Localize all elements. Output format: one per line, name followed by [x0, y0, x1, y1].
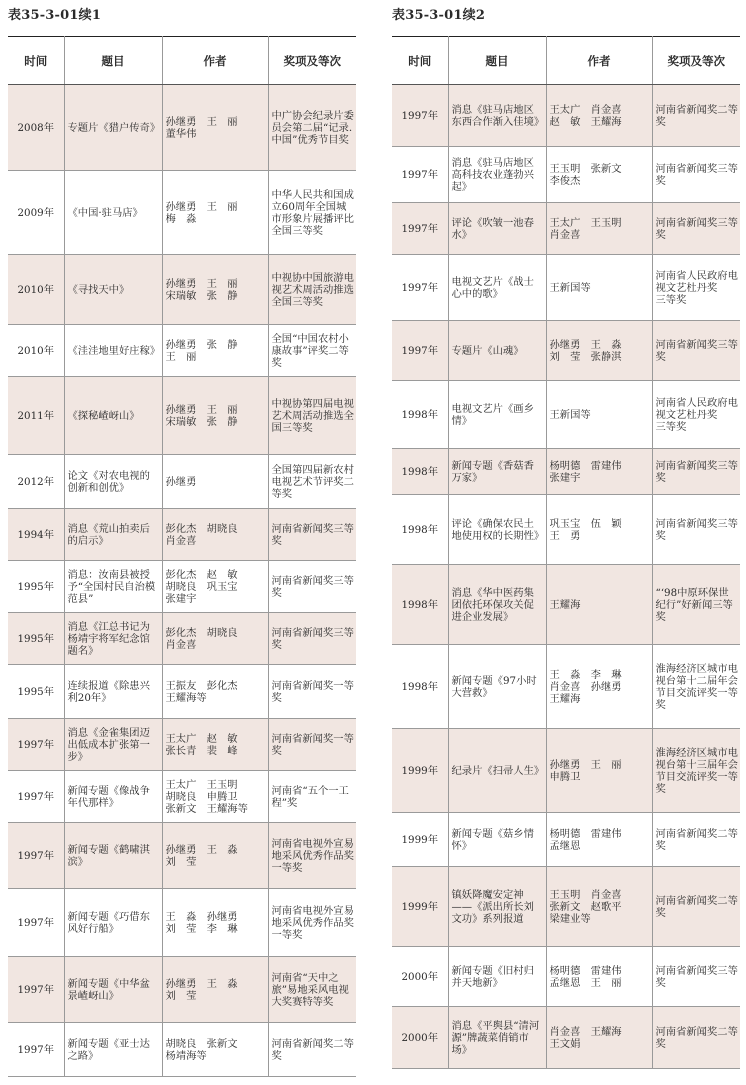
- table-row: [8, 771, 356, 823]
- header-author: 作者: [546, 37, 652, 85]
- author-cell: 王振友 彭化杰 王耀海等: [162, 665, 268, 719]
- table-row: [392, 565, 740, 645]
- author-cell: 孙继勇 王 丽 宋瑞敏 张 静: [162, 255, 268, 325]
- award-cell: 河南省新闻奖三等奖: [652, 203, 740, 255]
- author-cell: 王新国等: [546, 381, 652, 449]
- time-cell: 1998年: [392, 565, 448, 645]
- award-cell: 河南省新闻奖三等奖: [268, 509, 356, 561]
- table-caption-right: 表35-3-01续2: [392, 8, 486, 23]
- award-cell: 河南省新闻奖三等奖: [268, 613, 356, 665]
- table-row: [8, 1023, 356, 1077]
- title-cell: 专题片《山魂》: [448, 321, 546, 381]
- time-cell: 2011年: [8, 377, 64, 455]
- author-cell: 王太广 赵 敏 张长青 裴 峰: [162, 719, 268, 771]
- header-title: 题目: [448, 37, 546, 85]
- time-cell: 2012年: [8, 455, 64, 509]
- table-row: [392, 645, 740, 729]
- title-cell: 新闻专题《巧借东风好行船》: [64, 889, 162, 957]
- time-cell: 1999年: [392, 729, 448, 813]
- title-cell: 消息《荒山拍卖后的启示》: [64, 509, 162, 561]
- table-row: [392, 85, 740, 147]
- author-cell: 王太广 王玉明 肖金喜: [546, 203, 652, 255]
- table-row: [8, 325, 356, 377]
- author-cell: 孙继勇 张 静 王 丽: [162, 325, 268, 377]
- awards-table-left: [8, 36, 356, 1077]
- author-cell: 杨明德 雷建伟 张建宇: [546, 449, 652, 495]
- time-cell: 2010年: [8, 255, 64, 325]
- award-cell: 河南省人民政府电视文艺杜丹奖 三等奖: [652, 381, 740, 449]
- time-cell: 1995年: [8, 561, 64, 613]
- award-cell: 河南省新闻奖二等奖: [652, 85, 740, 147]
- award-cell: 全国第四届新农村电视艺术节评奖二等奖: [268, 455, 356, 509]
- header-award: 奖项及等次: [268, 37, 356, 85]
- award-cell: 河南省电视外宣易地采风优秀作品奖一等奖: [268, 823, 356, 889]
- title-cell: 消息《驻马店地区高科技农业蓬勃兴起》: [448, 147, 546, 203]
- table-row: [392, 449, 740, 495]
- time-cell: 1998年: [392, 449, 448, 495]
- title-cell: 新闻专题《像战争年代那样》: [64, 771, 162, 823]
- title-cell: 消息《华中医药集团依托环保攻关促进企业发展》: [448, 565, 546, 645]
- author-cell: 王玉明 肖金喜 张新文 赵歌平 梁建业等: [546, 867, 652, 947]
- time-cell: 1997年: [8, 1023, 64, 1077]
- title-cell: 论文《对农电视的创新和创优》: [64, 455, 162, 509]
- author-cell: 彭化杰 赵 敏 胡晓良 巩玉宝 张建宇: [162, 561, 268, 613]
- author-cell: 杨明德 雷建伟 孟继恩: [546, 813, 652, 867]
- header-time: 时间: [392, 37, 448, 85]
- author-cell: 王新国等: [546, 255, 652, 321]
- table-row: [8, 823, 356, 889]
- table-row: [8, 255, 356, 325]
- award-cell: 河南省“五个一工程”奖: [268, 771, 356, 823]
- award-cell: 中视协中国旅游电视艺术周活动推选全国三等奖: [268, 255, 356, 325]
- author-cell: 孙继勇 王 丽 宋瑞敏 张 静: [162, 377, 268, 455]
- time-cell: 1998年: [392, 495, 448, 565]
- table-row: [392, 729, 740, 813]
- award-cell: 河南省新闻奖二等奖: [652, 867, 740, 947]
- table-row: [392, 1007, 740, 1069]
- time-cell: 1995年: [8, 613, 64, 665]
- author-cell: 孙继勇 王 淼 刘 莹: [162, 823, 268, 889]
- title-cell: 消息《平舆县“清河源”牌蔬菜俏销市场》: [448, 1007, 546, 1069]
- table-row: [392, 381, 740, 449]
- award-cell: 河南省新闻奖二等奖: [652, 813, 740, 867]
- title-cell: 《寻找天中》: [64, 255, 162, 325]
- table-row: [8, 509, 356, 561]
- award-cell: 中视协第四届电视艺术周活动推选全国三等奖: [268, 377, 356, 455]
- award-cell: 河南省新闻奖三等奖: [652, 449, 740, 495]
- title-cell: 新闻专题《中华盆景嵖岈山》: [64, 957, 162, 1023]
- award-cell: 河南省新闻奖三等奖: [652, 321, 740, 381]
- award-cell: 中广协会纪录片委员会第二届“记录.中国”优秀节目奖: [268, 85, 356, 171]
- title-cell: 新闻专题《香菇香万家》: [448, 449, 546, 495]
- award-cell: 河南省新闻奖二等奖: [652, 1007, 740, 1069]
- title-cell: 评论《吹皱一池春水》: [448, 203, 546, 255]
- time-cell: 1997年: [392, 85, 448, 147]
- award-cell: 河南省新闻奖三等奖: [268, 561, 356, 613]
- header-title: 题目: [64, 37, 162, 85]
- title-cell: 专题片《猎户传奇》: [64, 85, 162, 171]
- table-row: [392, 947, 740, 1007]
- author-cell: 彭化杰 胡晓良 肖金喜: [162, 613, 268, 665]
- header-time: 时间: [8, 37, 64, 85]
- table-row: [392, 867, 740, 947]
- title-cell: 镇妖降魔安定神——《派出所长刘文功》系列报道: [448, 867, 546, 947]
- time-cell: 1997年: [8, 889, 64, 957]
- time-cell: 2000年: [392, 1007, 448, 1069]
- time-cell: 1994年: [8, 509, 64, 561]
- table-caption-left: 表35-3-01续1: [8, 8, 102, 23]
- author-cell: 王耀海: [546, 565, 652, 645]
- awards-table-right: [392, 36, 740, 1069]
- award-cell: 中华人民共和国成立60周年全国城市形象片展播评比全国三等奖: [268, 171, 356, 255]
- title-cell: 电视文艺片《画乡情》: [448, 381, 546, 449]
- award-cell: 河南省新闻奖一等奖: [268, 665, 356, 719]
- table-body-right: [392, 85, 740, 1069]
- title-cell: 消息《驻马店地区东西合作渐入佳境》: [448, 85, 546, 147]
- time-cell: 1997年: [392, 203, 448, 255]
- table-row: [8, 377, 356, 455]
- author-cell: 王玉明 张新文 李俊杰: [546, 147, 652, 203]
- title-cell: 新闻专题《97小时大营救》: [448, 645, 546, 729]
- table-row: [8, 613, 356, 665]
- award-cell: 河南省新闻奖一等奖: [268, 719, 356, 771]
- title-cell: 消息《江总书记为杨靖宇将军纪念馆题名》: [64, 613, 162, 665]
- table-row: [392, 321, 740, 381]
- author-cell: 杨明德 雷建伟 孟继恩 王 丽: [546, 947, 652, 1007]
- time-cell: 1999年: [392, 867, 448, 947]
- title-cell: 《探秘嵖岈山》: [64, 377, 162, 455]
- author-cell: 孙继勇 王 丽 申腾卫: [546, 729, 652, 813]
- author-cell: 孙继勇 王 淼 刘 莹: [162, 957, 268, 1023]
- title-cell: 新闻专题《鹤啸淇滨》: [64, 823, 162, 889]
- author-cell: 彭化杰 胡晓良 肖金喜: [162, 509, 268, 561]
- header-row: [8, 37, 356, 85]
- time-cell: 1999年: [392, 813, 448, 867]
- title-cell: 电视文艺片《战士心中的歌》: [448, 255, 546, 321]
- author-cell: 王 淼 孙继勇 刘 莹 李 琳: [162, 889, 268, 957]
- table-row: [8, 171, 356, 255]
- table-row: [392, 255, 740, 321]
- time-cell: 1997年: [8, 771, 64, 823]
- author-cell: 王太广 王玉明 胡晓良 申腾卫 张新文 王耀海等: [162, 771, 268, 823]
- title-cell: 新闻专题《亚士达之路》: [64, 1023, 162, 1077]
- title-cell: 连续报道《除患兴利20年》: [64, 665, 162, 719]
- table-row: [392, 147, 740, 203]
- header-award: 奖项及等次: [652, 37, 740, 85]
- award-cell: 河南省新闻奖三等奖: [652, 495, 740, 565]
- author-cell: 孙继勇 王 丽 梅 淼: [162, 171, 268, 255]
- award-cell: 全国“中国农村小康故事”评奖二等奖: [268, 325, 356, 377]
- author-cell: 孙继勇 王 丽 董华伟: [162, 85, 268, 171]
- award-cell: 河南省新闻奖二等奖: [268, 1023, 356, 1077]
- title-cell: 新闻专题《菇乡情怀》: [448, 813, 546, 867]
- time-cell: 2000年: [392, 947, 448, 1007]
- title-cell: 《中国·驻马店》: [64, 171, 162, 255]
- time-cell: 1998年: [392, 645, 448, 729]
- time-cell: 1997年: [392, 321, 448, 381]
- table-row: [8, 889, 356, 957]
- award-cell: 淮海经济区城市电视台第十二届年会节目交流评奖一等奖: [652, 645, 740, 729]
- table-row: [392, 495, 740, 565]
- time-cell: 2008年: [8, 85, 64, 171]
- table-row: [8, 957, 356, 1023]
- table-body-left: [8, 85, 356, 1077]
- table-row: [8, 455, 356, 509]
- table-row: [8, 719, 356, 771]
- award-cell: “‘98中原环保世纪行”好新闻三等奖: [652, 565, 740, 645]
- award-cell: 淮海经济区城市电视台第十三届年会节目交流评奖一等奖: [652, 729, 740, 813]
- title-cell: 消息《金雀集团迈出低成本扩张第一步》: [64, 719, 162, 771]
- award-cell: 河南省电视外宣易地采风优秀作品奖一等奖: [268, 889, 356, 957]
- table-row: [8, 561, 356, 613]
- author-cell: 巩玉宝 伍 颖 王 勇: [546, 495, 652, 565]
- table-row: [8, 85, 356, 171]
- author-cell: 胡晓良 张新文 杨靖海等: [162, 1023, 268, 1077]
- title-cell: 评论《确保农民土地使用权的长期性》: [448, 495, 546, 565]
- title-cell: 消息：汝南县被授予“全国村民自治模范县”: [64, 561, 162, 613]
- time-cell: 1997年: [392, 147, 448, 203]
- table-row: [8, 665, 356, 719]
- title-cell: 《洼洼地里好庄稼》: [64, 325, 162, 377]
- title-cell: 新闻专题《旧村归并天地新》: [448, 947, 546, 1007]
- time-cell: 1997年: [8, 719, 64, 771]
- author-cell: 孙继勇 王 淼 刘 莹 张静淇: [546, 321, 652, 381]
- header-row: [392, 37, 740, 85]
- title-cell: 纪录片《扫帚人生》: [448, 729, 546, 813]
- award-cell: 河南省“天中之旅”易地采风电视大奖赛特等奖: [268, 957, 356, 1023]
- time-cell: 1997年: [8, 957, 64, 1023]
- time-cell: 1998年: [392, 381, 448, 449]
- time-cell: 1997年: [392, 255, 448, 321]
- award-cell: 河南省新闻奖三等奖: [652, 947, 740, 1007]
- time-cell: 1995年: [8, 665, 64, 719]
- author-cell: 孙继勇: [162, 455, 268, 509]
- author-cell: 王 淼 李 琳 肖金喜 孙继勇 王耀海: [546, 645, 652, 729]
- table-row: [392, 813, 740, 867]
- author-cell: 王太广 肖金喜 赵 敏 王耀海: [546, 85, 652, 147]
- table-row: [392, 203, 740, 255]
- award-cell: 河南省人民政府电视文艺杜丹奖 三等奖: [652, 255, 740, 321]
- header-author: 作者: [162, 37, 268, 85]
- time-cell: 2010年: [8, 325, 64, 377]
- author-cell: 肖金喜 王耀海 王文娟: [546, 1007, 652, 1069]
- time-cell: 2009年: [8, 171, 64, 255]
- time-cell: 1997年: [8, 823, 64, 889]
- award-cell: 河南省新闻奖三等奖: [652, 147, 740, 203]
